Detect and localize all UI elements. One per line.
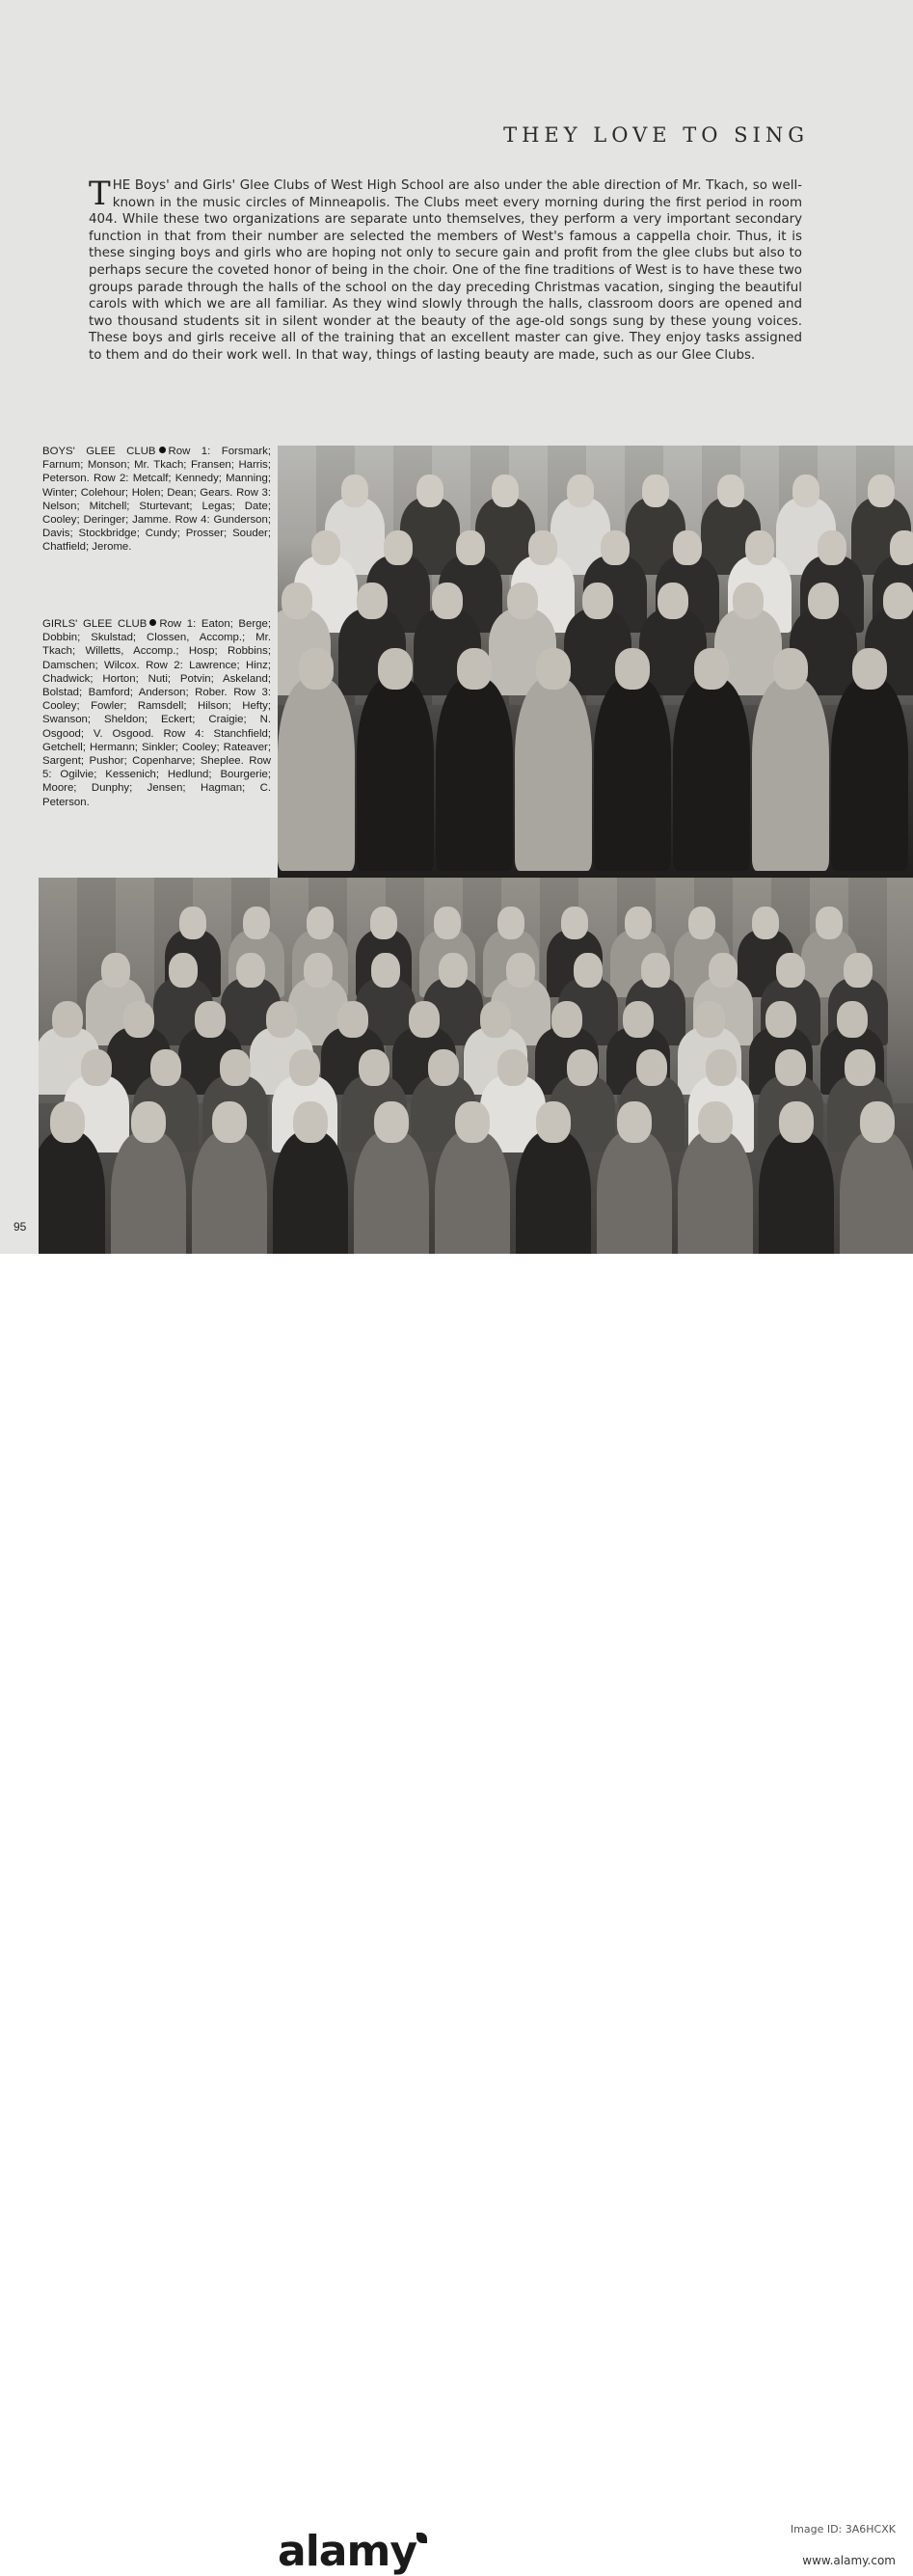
boys-caption-text: Row 1: Forsmark; Farnum; Monson; Mr. Tkach; Fransen; Harris; Peterson. Row 2: Metcalf; Kennedy; Manning; Winter; Colehour; Holen; Dean; Gears. Row 3: Nelson; Mitchell; Sturtevant; Legas; Date; Cooley; Deringer; Jamme. Row 4: Gunderson; Davis; Stockbridge; Cundy; Prosser; Souder; Chatfield; Jerome. xyxy=(42,446,271,554)
yearbook-page xyxy=(0,0,913,1254)
boys-caption-heading: BOYS' GLEE CLUB xyxy=(42,446,156,457)
stock-url: www.alamy.com xyxy=(802,2554,896,2567)
intro-text: HE Boys' and Girls' Glee Clubs of West High School are also under the able direction of Mr. Tkach, so well-known in the music circles of Minneapolis. The Clubs meet every morning during the first period in room 404. While these two organizations are separate unto themselves, they perform a very important secondary function in that from their number are selected the members of West's famous a cappella choir. Thus, it is these singing boys and girls who are hoping not only to secure gain and profit from the glee clubs but also to perhaps secure the coveted honor of being in the choir. One of the fine traditions of West is to have these two groups parade through the halls of the school on the day preceding Christmas vacation, singing the beautiful carols with which we are all familiar. As they wind slowly through the halls, classroom doors are opened and two thousand students sit in silent wonder at the beauty of the age-old songs sung by these young voices. These boys and girls receive all of the training that an excellent master can give. They enjoy tasks assigned to them and do their work well. In that way, things of lasting beauty are made, such as our Glee Clubs. xyxy=(89,178,802,363)
girls-glee-club-photo xyxy=(39,878,913,1254)
brand-text: alamy xyxy=(278,2527,416,2576)
stock-footer xyxy=(0,1254,913,2576)
girls-caption-heading: GIRLS' GLEE CLUB xyxy=(42,618,148,630)
bullet-icon xyxy=(149,619,156,626)
image-id-value: 3A6HCXK xyxy=(845,2523,896,2535)
alamy-logo xyxy=(278,2527,427,2576)
boys-glee-club-caption xyxy=(42,445,271,555)
page-title: THEY LOVE TO SING xyxy=(503,123,809,147)
leaf-icon xyxy=(416,2533,427,2543)
image-id xyxy=(791,2523,896,2535)
drop-cap: T xyxy=(89,175,111,213)
boys-glee-club-photo xyxy=(278,446,913,878)
intro-paragraph xyxy=(89,177,802,365)
girls-caption-text: Row 1: Eaton; Berge; Dobbin; Skulstad; Clossen, Accomp.; Mr. Tkach; Willetts, Accomp.; Hosp; Robbins; Damschen; Wilcox. Row 2: Lawrence; Hinz; Chadwick; Horton; Nuti; Potvin; Askeland; Bolstad; Bamford; Anderson; Rober. Row 3: Cooley; Fowler; Ramsdell; Hilson; Hefty; Swanson; Sheldon; Eckert; Craigie; N. Osgood; V. Osgood. Row 4: Stanchfield; Getchell; Hermann; Sinkler; Cooley; Rateaver; Sargent; Pushor; Copenharve; Sheplee. Row 5: Ogilvie; Kessenich; Hedlund; Bourgerie; Moore; Dunphy; Jensen; Hagman; C. Peterson. xyxy=(42,618,271,808)
girls-glee-club-caption xyxy=(42,617,271,809)
bullet-icon xyxy=(159,447,166,453)
page-number: 95 xyxy=(13,1220,27,1234)
image-id-label: Image ID: xyxy=(790,2523,843,2535)
